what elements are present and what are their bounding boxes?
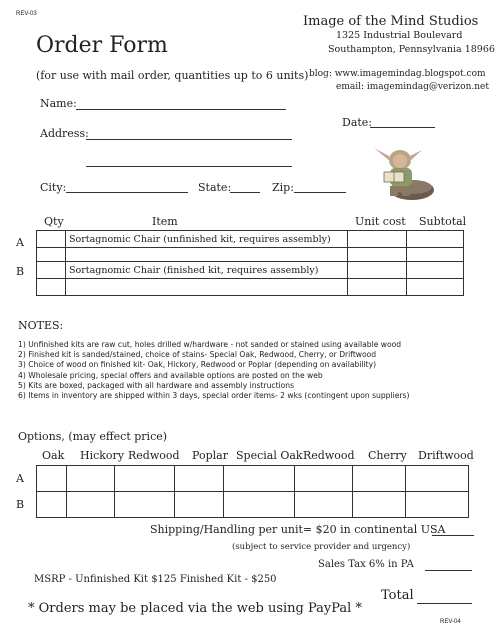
option-cell[interactable]	[175, 492, 224, 518]
qty-cell[interactable]	[37, 279, 66, 296]
shipping-note: (subject to service provider and urgency)	[232, 542, 411, 552]
option-col-driftwood: Driftwood	[418, 449, 474, 462]
shipping-field[interactable]	[432, 535, 474, 536]
option-cell[interactable]	[224, 492, 295, 518]
option-cell[interactable]	[115, 492, 175, 518]
notes-list	[18, 340, 409, 401]
option-cell[interactable]	[115, 466, 175, 492]
date-label: Date:	[342, 116, 373, 129]
note-item: 5) Kits are boxed, packaged with all hardware and assembly instructions	[18, 380, 295, 390]
qty-cell[interactable]	[37, 248, 66, 262]
subtotal-cell[interactable]	[407, 231, 464, 248]
options-table	[36, 465, 469, 518]
option-col-poplar: Poplar	[192, 449, 228, 462]
option-cell[interactable]	[406, 466, 469, 492]
unit-cost-cell[interactable]	[348, 279, 407, 296]
rev-label-bottom: REV-04	[440, 619, 461, 625]
row-label-b: B	[16, 265, 25, 278]
option-col-redwood: Redwood	[128, 449, 180, 462]
option-cell[interactable]	[67, 492, 115, 518]
options-row-label-b: B	[16, 498, 25, 511]
row-label-a: A	[16, 236, 24, 249]
option-cell[interactable]	[37, 466, 67, 492]
city-label: City:	[40, 181, 67, 194]
item-cell[interactable]	[66, 248, 348, 262]
total-label: Total	[381, 588, 414, 603]
qty-cell[interactable]	[37, 231, 66, 248]
studio-blog: blog: www.imagemindag.blogspot.com	[309, 69, 486, 79]
address-field-line2[interactable]	[86, 166, 292, 167]
option-cell[interactable]	[175, 466, 224, 492]
paypal-note: * Orders may be placed via the web using PayPal *	[28, 601, 362, 616]
item-cell[interactable]	[66, 279, 348, 296]
item-header: Item	[152, 215, 178, 228]
unit-cost-cell[interactable]	[348, 262, 407, 279]
name-field[interactable]	[76, 109, 286, 110]
studio-name: Image of the Mind Studios	[303, 14, 479, 29]
sales-tax-text: Sales Tax 6% in PA	[318, 559, 414, 570]
unit-cost-header: Unit cost	[355, 215, 406, 228]
options-row-label-a: A	[16, 472, 24, 485]
option-col-cherry: Cherry	[368, 449, 407, 462]
address-field-line1[interactable]	[86, 139, 292, 140]
date-field[interactable]	[370, 127, 435, 128]
option-col-redwood-stain: Redwood	[303, 449, 355, 462]
zip-field[interactable]	[294, 192, 346, 193]
option-cell[interactable]	[295, 492, 353, 518]
item-cell: Sortagnomic Chair (unfinished kit, requires assembly)	[66, 231, 348, 248]
address-label: Address:	[40, 127, 89, 140]
msrp-text: MSRP - Unfinished Kit $125 Finished Kit - $250	[34, 574, 277, 585]
gnome-reading-book-icon	[364, 130, 440, 202]
subtotal-header: Subtotal	[419, 215, 467, 228]
option-cell[interactable]	[37, 492, 67, 518]
notes-heading: NOTES:	[18, 319, 64, 332]
note-item: 3) Choice of wood on finished kit- Oak, Hickory, Redwood or Poplar (depending on availability)	[18, 360, 377, 370]
options-heading: Options, (may effect price)	[18, 430, 168, 443]
option-cell[interactable]	[353, 492, 406, 518]
subtotal-cell[interactable]	[407, 262, 464, 279]
note-item: 6) Items in inventory are shipped within 3 days, special order items- 2 wks (contingent upon suppliers)	[18, 391, 410, 401]
option-col-hickory: Hickory	[80, 449, 125, 462]
note-item: 2) Finished kit is sanded/stained, choice of stains- Special Oak, Redwood, Cherry, or Driftwood	[18, 350, 377, 360]
subtotal-cell[interactable]	[407, 279, 464, 296]
state-label: State:	[198, 181, 232, 194]
name-label: Name:	[40, 97, 77, 110]
unit-cost-cell[interactable]	[348, 231, 407, 248]
item-cell: Sortagnomic Chair (finished kit, requires assembly)	[66, 262, 348, 279]
option-cell[interactable]	[224, 466, 295, 492]
rev-label-top: REV-03	[16, 11, 37, 17]
note-item: 4) Wholesale pricing, special offers and available options are posted on the web	[18, 370, 323, 380]
option-cell[interactable]	[353, 466, 406, 492]
subtotal-cell[interactable]	[407, 248, 464, 262]
option-col-oak: Oak	[42, 449, 65, 462]
sales-tax-field[interactable]	[425, 570, 472, 571]
unit-cost-cell[interactable]	[348, 248, 407, 262]
items-table	[36, 230, 464, 296]
note-item: 1) Unfinished kits are raw cut, holes drilled w/hardware - not sanded or stained using available wood	[18, 340, 402, 349]
option-cell[interactable]	[67, 466, 115, 492]
total-field[interactable]	[417, 603, 472, 604]
shipping-text: Shipping/Handling per unit= $20 in continental USA	[150, 523, 446, 536]
form-title: Order Form	[36, 33, 168, 58]
studio-address-line2: Southampton, Pennsylvania 18966	[328, 44, 495, 55]
qty-cell[interactable]	[37, 262, 66, 279]
state-field[interactable]	[230, 192, 260, 193]
zip-label: Zip:	[272, 181, 294, 194]
city-field[interactable]	[66, 192, 188, 193]
form-subtitle: (for use with mail order, quantities up to 6 units)	[36, 69, 309, 82]
qty-header: Qty	[44, 215, 64, 228]
option-col-special-oak: Special Oak	[236, 449, 303, 462]
option-cell[interactable]	[406, 492, 469, 518]
studio-email: email: imagemindag@verizon.net	[336, 82, 489, 92]
studio-address-line1: 1325 Industrial Boulevard	[336, 30, 463, 41]
option-cell[interactable]	[295, 466, 353, 492]
